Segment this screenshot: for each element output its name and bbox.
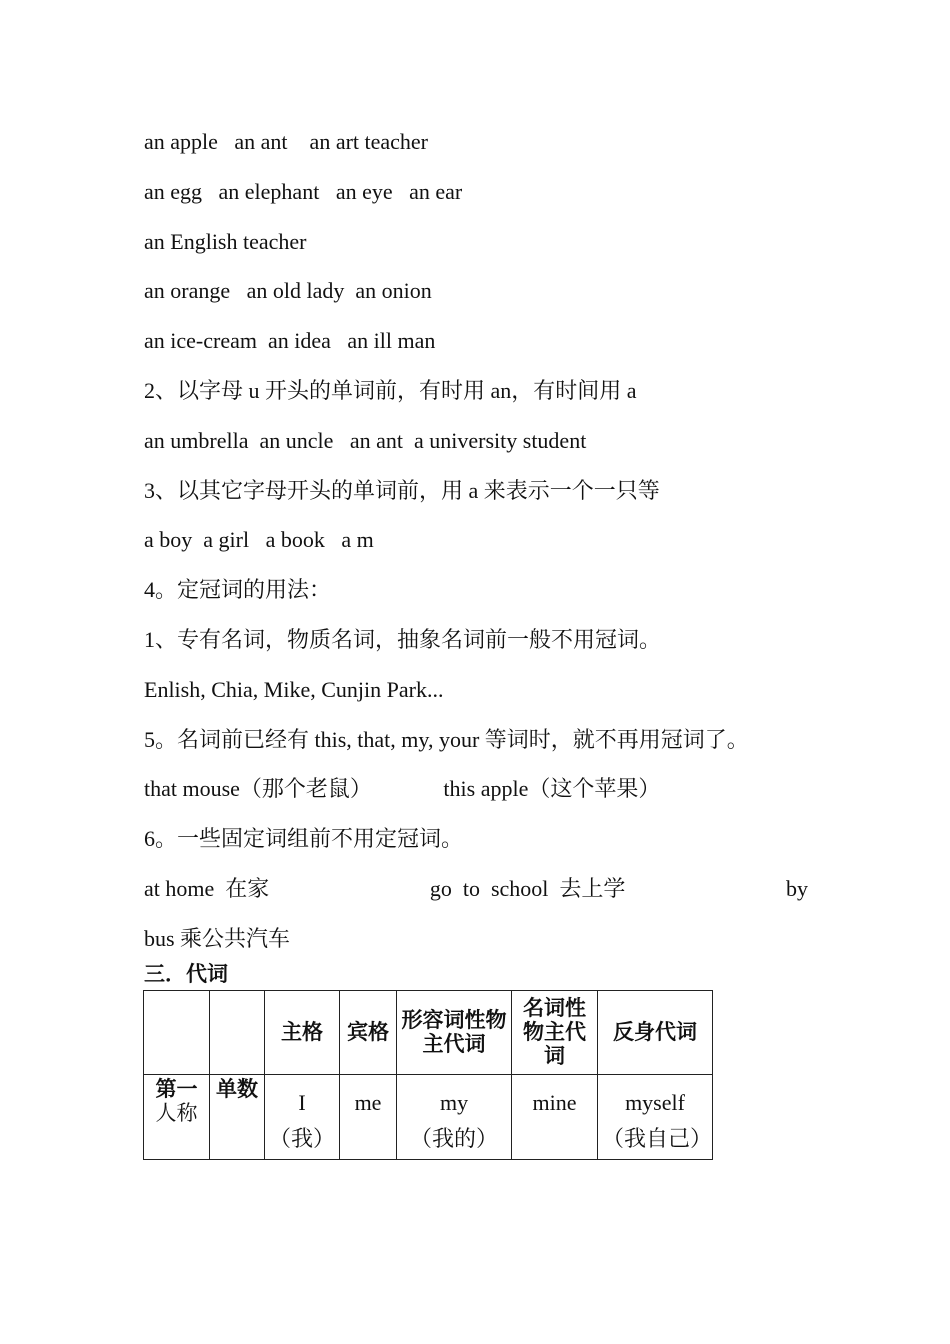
text-line: an umbrella an uncle an ant a university student	[144, 427, 587, 453]
text-line: a boy a girl a book a m	[144, 527, 374, 553]
adj-poss-en: my	[439, 1089, 469, 1115]
text-line: that mouse（那个老鼠） this apple（这个苹果）	[144, 776, 661, 802]
adj-poss-cn: （我的）	[410, 1125, 499, 1151]
text-line: Enlish, Chia, Mike, Cunjin Park...	[144, 676, 444, 702]
rule-heading: 3、以其它字母开头的单词前，用 a 来表示一个一只等	[144, 477, 660, 503]
noun-poss-cell: mine	[512, 1074, 598, 1159]
table-header-cell: 宾格	[340, 990, 397, 1074]
subject-cell	[265, 1074, 340, 1159]
phrase-at-home: at home 在家	[144, 875, 270, 901]
section-heading: 三．代词	[144, 961, 228, 986]
pronoun-table	[143, 990, 713, 1160]
adj-poss-cell	[397, 1074, 512, 1159]
table-header-cell	[210, 990, 265, 1074]
table-header-cell: 名词性物主代词	[512, 990, 598, 1074]
rule-heading: 2、以字母 u 开头的单词前，有时用 an，有时间用 a	[144, 377, 637, 403]
table-header-cell: 主格	[265, 990, 340, 1074]
rule-heading: 5。名词前已经有 this, that, my, your 等词时，就不再用冠词了。	[144, 726, 749, 752]
reflexive-cn: （我自己）	[602, 1125, 713, 1151]
text-line: an apple an ant an art teacher	[144, 129, 429, 154]
text-line: an egg an elephant an eye an ear	[144, 178, 463, 204]
phrase-go-to-school: go to school 去上学	[429, 875, 626, 901]
table-header-cell	[144, 990, 210, 1074]
subject-en: I	[298, 1089, 306, 1115]
object-cell: me	[340, 1074, 397, 1159]
person-bold: 第一	[155, 1076, 198, 1101]
person-rest: 人称	[155, 1100, 198, 1125]
document-page	[144, 130, 808, 1160]
number-cell: 单数	[210, 1074, 265, 1159]
person-cell	[144, 1074, 210, 1159]
reflexive-cell	[598, 1074, 713, 1159]
rule-heading: 4。定冠词的用法：	[144, 577, 332, 603]
phrase-by: by	[785, 875, 808, 901]
text-line-justified	[144, 877, 808, 901]
text-line: bus 乘公共汽车	[144, 925, 291, 951]
table-header-row	[144, 990, 713, 1074]
subject-cn: （我）	[269, 1125, 336, 1151]
table-row	[144, 1074, 713, 1159]
reflexive-en: myself	[625, 1089, 685, 1115]
table-header-cell: 形容词性物主代词	[397, 990, 512, 1074]
text-line: an English teacher	[144, 228, 307, 254]
rule-heading: 6。一些固定词组前不用定冠词。	[144, 826, 464, 852]
table-header-cell: 反身代词	[598, 990, 713, 1074]
text-line: an ice-cream an idea an ill man	[144, 328, 436, 354]
text-line: an orange an old lady an onion	[144, 278, 432, 304]
rule-heading: 1、专有名词，物质名词，抽象名词前一般不用冠词。	[144, 626, 662, 652]
